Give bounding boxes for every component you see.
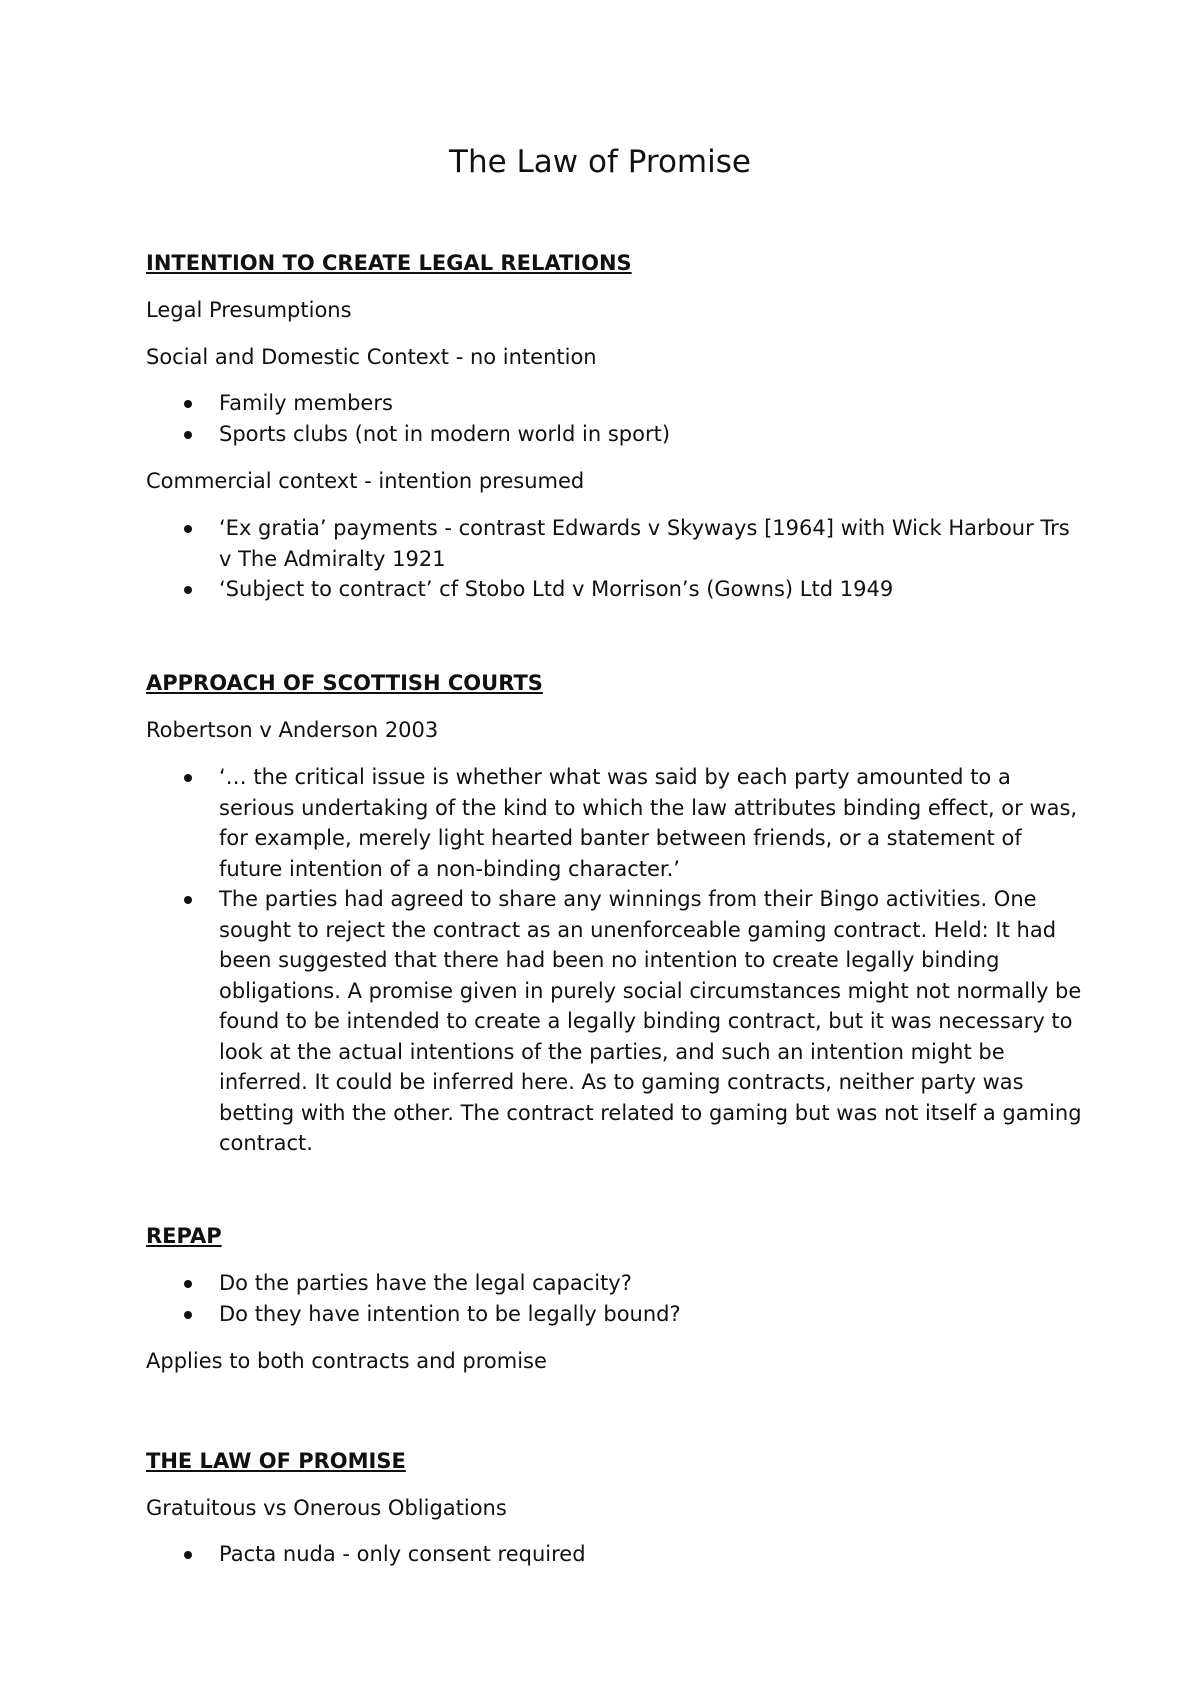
bullet-icon xyxy=(184,774,192,782)
commercial-context-label: Commercial context - intention presumed xyxy=(146,469,585,493)
bullet-icon xyxy=(184,586,192,594)
section-heading-repap: REPAP xyxy=(146,1224,222,1248)
repap-bullets-block xyxy=(146,1268,1086,1329)
list-item: ‘Ex gratia’ payments - contrast Edwards v Skyways [1964] with Wick Harbour Trs v The Admiralty 1921 xyxy=(146,513,1086,574)
list-item: Family members xyxy=(146,388,1086,419)
social-context-label: Social and Domestic Context - no intention xyxy=(146,345,597,369)
repap-bullet-list xyxy=(146,1268,1086,1329)
legal-presumptions-label: Legal Presumptions xyxy=(146,298,352,322)
list-item: Do they have intention to be legally bound? xyxy=(146,1299,1086,1330)
bullet-icon xyxy=(184,1551,192,1559)
section-heading-law-of-promise: THE LAW OF PROMISE xyxy=(146,1449,406,1473)
list-item: ‘… the critical issue is whether what was said by each party amounted to a serious undertaking of the kind to which the law attributes binding effect, or was, for example, merely light hearted banter between friends, or a statement of future intention of a non-binding character.’ xyxy=(146,762,1086,884)
commercial-bullets-block xyxy=(146,513,1086,605)
repap-note: Applies to both contracts and promise xyxy=(146,1349,547,1373)
bullet-icon xyxy=(184,525,192,533)
section-law-of-promise-heading-block xyxy=(146,1446,1086,1476)
list-item: ‘Subject to contract’ cf Stobo Ltd v Morrison’s (Gowns) Ltd 1949 xyxy=(146,574,1086,605)
bullet-icon xyxy=(184,431,192,439)
case-name-block xyxy=(146,715,1086,745)
list-item: Do the parties have the legal capacity? xyxy=(146,1268,1086,1299)
section-intention-heading-block xyxy=(146,248,1086,278)
gratuitous-label-block xyxy=(146,1493,1086,1523)
section-intention-subheading-block xyxy=(146,295,1086,325)
scottish-bullet-list xyxy=(146,762,1086,1159)
commercial-context-block xyxy=(146,466,1086,496)
case-name: Robertson v Anderson 2003 xyxy=(146,718,439,742)
bullet-icon xyxy=(184,1280,192,1288)
social-bullets-block xyxy=(146,388,1086,449)
bullet-icon xyxy=(184,1311,192,1319)
scottish-bullets-block xyxy=(146,762,1086,1159)
section-heading-intention: INTENTION TO CREATE LEGAL RELATIONS xyxy=(146,251,632,275)
repap-note-block xyxy=(146,1346,1086,1376)
list-item: Sports clubs (not in modern world in sport) xyxy=(146,419,1086,450)
bullet-icon xyxy=(184,400,192,408)
section-scottish-courts-heading-block xyxy=(146,668,1086,698)
list-item: Pacta nuda - only consent required xyxy=(146,1539,1086,1570)
social-bullet-list xyxy=(146,388,1086,449)
commercial-bullet-list xyxy=(146,513,1086,605)
section-repap-heading-block xyxy=(146,1221,1086,1251)
law-of-promise-bullet-list xyxy=(146,1539,1086,1570)
document-title: The Law of Promise xyxy=(449,144,751,180)
social-context-block xyxy=(146,342,1086,372)
list-item: The parties had agreed to share any winnings from their Bingo activities. One sought to reject the contract as an unenforceable gaming contract. Held: It had been suggested that there had been no intention to create legally binding obligations. A promise given in purely social circumstances might not normally be found to be intended to create a legally binding contract, but it was necessary to look at the actual intentions of the parties, and such an intention might be inferred. It could be inferred here. As to gaming contracts, neither party was betting with the other. The contract related to gaming but was not itself a gaming contract. xyxy=(146,884,1086,1159)
law-of-promise-bullets-block xyxy=(146,1539,1086,1570)
section-heading-scottish-courts: APPROACH OF SCOTTISH COURTS xyxy=(146,671,543,695)
gratuitous-onerous-label: Gratuitous vs Onerous Obligations xyxy=(146,1496,507,1520)
bullet-icon xyxy=(184,896,192,904)
